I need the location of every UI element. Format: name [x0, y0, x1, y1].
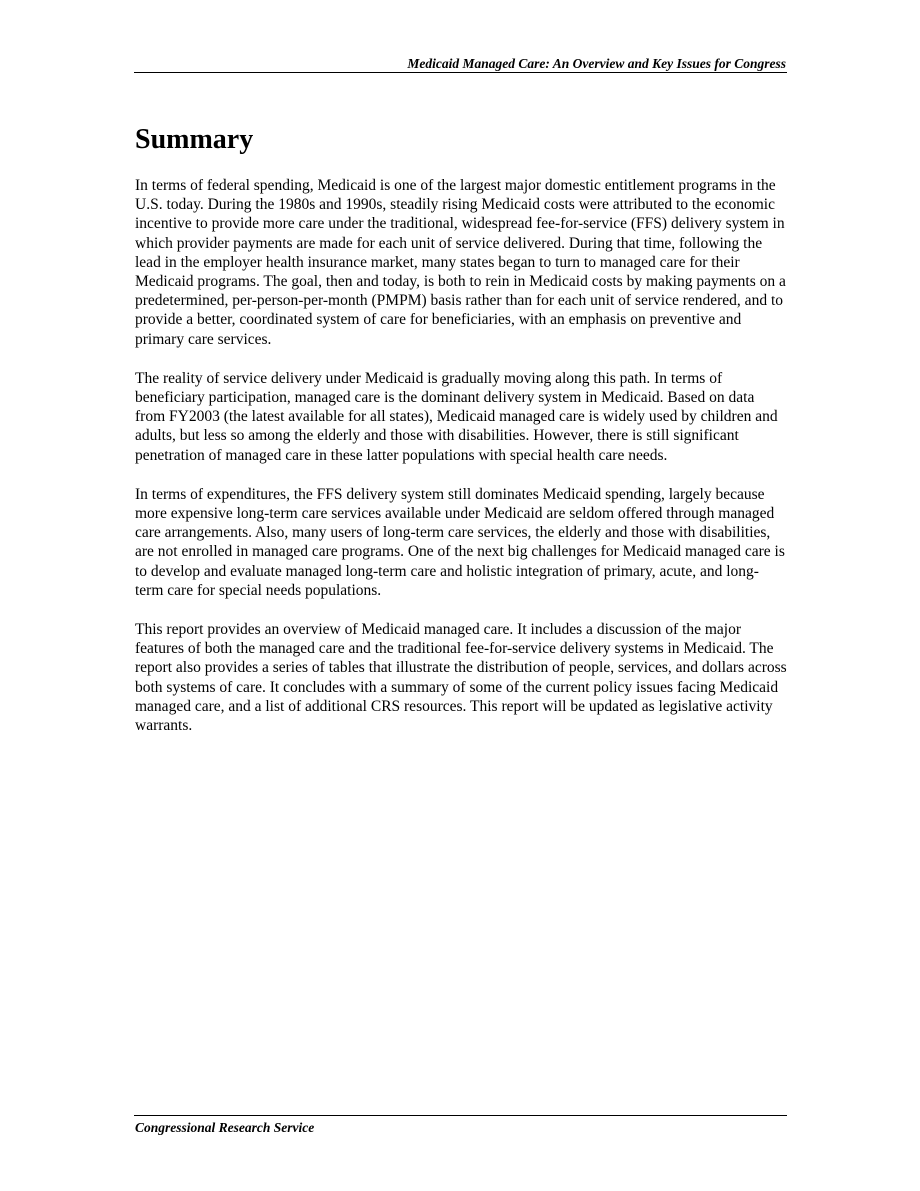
summary-paragraph-2: The reality of service delivery under Medicaid is gradually moving along this path. In terms of beneficiary participation, managed care is the dominant delivery system in Medicaid. Based on data from FY2003 (the latest available for all states), Medicaid managed care is widely used by children and adults, but less so among the elderly and those with disabilities. However, there is still significant penetration of managed care in these latter populations with special health care needs.: [135, 369, 778, 464]
running-header: Medicaid Managed Care: An Overview and Key Issues for Congress: [407, 56, 786, 71]
summary-paragraph-3: In terms of expenditures, the FFS delivery system still dominates Medicaid spending, largely because more expensive long-term care services available under Medicaid are seldom offered through managed care arrangements. Also, many users of long-term care services, the elderly and those with disabilities, are not enrolled in managed care programs. One of the next big challenges for Medicaid managed care is to develop and evaluate managed long-term care and holistic integration of primary, acute, and long-term care for special needs populations.: [135, 485, 785, 599]
summary-paragraph-4: This report provides an overview of Medicaid managed care. It includes a discussion of the major features of both the managed care and the traditional fee-for-service delivery systems in Medicaid. The report also provides a series of tables that illustrate the distribution of people, services, and dollars across both systems of care. It concludes with a summary of some of the current policy issues facing Medicaid managed care, and a list of additional CRS resources. This report will be updated as legislative activity warrants.: [135, 621, 787, 735]
footer-organization: Congressional Research Service: [135, 1120, 315, 1135]
page-title: Summary: [135, 124, 254, 155]
summary-body: [135, 176, 787, 755]
footer-divider: [134, 1115, 787, 1116]
header-divider: [134, 72, 787, 73]
summary-paragraph-1: In terms of federal spending, Medicaid is one of the largest major domestic entitlement programs in the U.S. today. During the 1980s and 1990s, steadily rising Medicaid costs were attributed to the economic incentive to provide more care under the traditional, widespread fee-for-service (FFS) delivery system in which provider payments are made for each unit of service delivered. During that time, following the lead in the employer health insurance market, many states began to turn to managed care for their Medicaid programs. The goal, then and today, is both to rein in Medicaid costs by making payments on a predetermined, per-person-per-month (PMPM) basis rather than for each unit of service rendered, and to provide a better, coordinated system of care for beneficiaries, with an emphasis on preventive and primary care services.: [135, 177, 786, 348]
